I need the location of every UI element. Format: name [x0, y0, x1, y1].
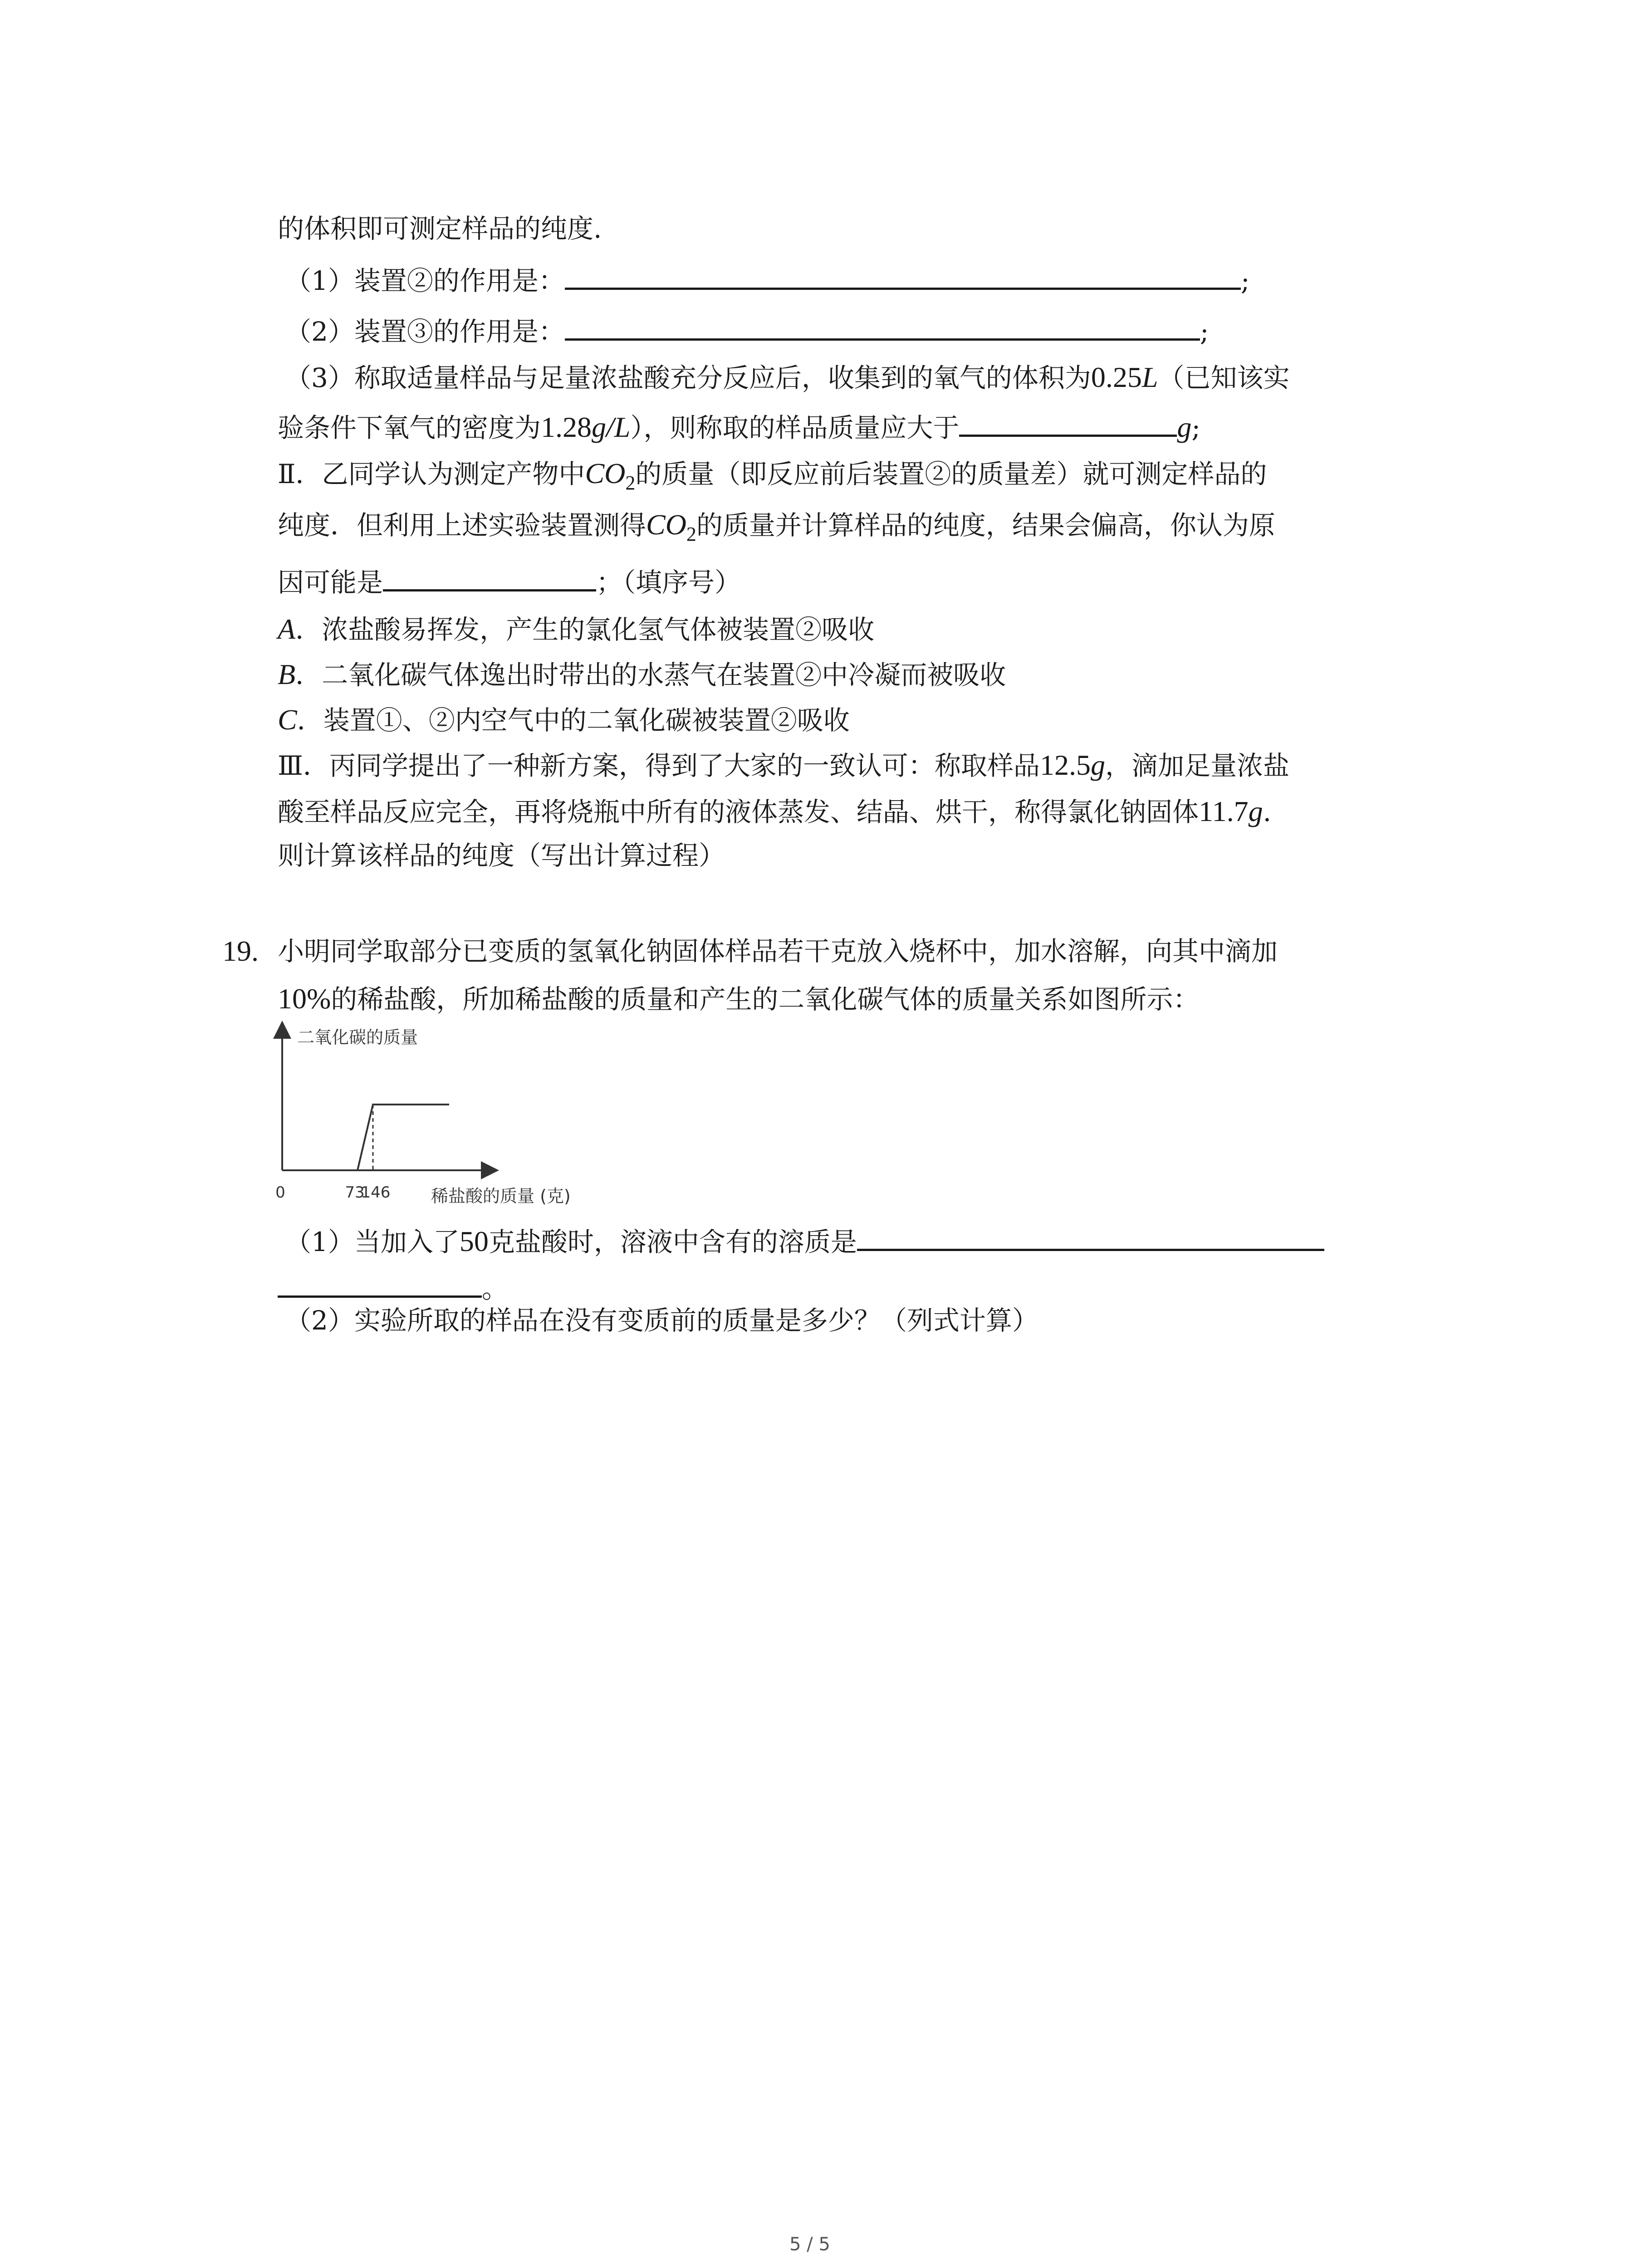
x-tick-label: 73: [345, 1183, 365, 1202]
question-19-line1: 小明同学取部分已变质的氢氧化钠固体样品若干克放入烧杯中，加水溶解，向其中滴加: [278, 936, 1278, 967]
co2-chart: [254, 1021, 617, 1211]
question-19-part1: （1）当加入了50克盐酸时，溶液中含有的溶质是: [285, 1227, 1324, 1256]
answer-blank-5[interactable]: [857, 1231, 1324, 1251]
part-ii-line2: 纯度．但利用上述实验装置测得$CO_2$的质量并计算样品的纯度，结果会偏高，你认为原: [278, 508, 1275, 545]
question-19-part2: （2）实验所取的样品在没有变质前的质量是多少？（列式计算）: [285, 1305, 1038, 1336]
question-number-19: 19.: [222, 935, 259, 967]
question-1: （1）装置②的作用是： ;: [285, 265, 1250, 296]
x-tick-label: 146: [361, 1183, 391, 1202]
part-ii-line1: Ⅱ．乙同学认为测定产物中$CO_2$的质量（即反应前后装置②的质量差）就可测定样品的: [278, 457, 1267, 494]
co2-series-line: [282, 1105, 449, 1170]
answer-blank-2[interactable]: [565, 320, 1200, 341]
part-ii-line3: 因可能是 ；（填序号）: [278, 567, 741, 598]
x-tick-label: 0: [275, 1183, 285, 1202]
question-3-line2: 验条件下氧气的密度为1.28g/L），则称取的样品质量应大于 g;: [278, 411, 1200, 443]
question-19-part1-cont: 。: [278, 1276, 508, 1302]
option-b: B．二氧化碳气体逸出时带出的水蒸气在装置②中冷凝而被吸收: [278, 658, 1006, 690]
answer-blank-6[interactable]: [278, 1277, 482, 1298]
option-a: A．浓盐酸易挥发，产生的氯化氢气体被装置②吸收: [278, 613, 875, 645]
part-iii-line3: 则计算该样品的纯度（写出计算过程）: [278, 840, 725, 871]
part-iii-line2: 酸至样品反应完全，再将烧瓶中所有的液体蒸发、结晶、烘干，称得氯化钠固体11.7g.: [278, 795, 1272, 827]
x-axis-label: 稀盐酸的质量 (克): [431, 1186, 571, 1206]
question-3-line1: （3）称取适量样品与足量浓盐酸充分反应后，收集到的氧气的体积为0.25L（已知该实: [285, 361, 1290, 393]
question-2: （2）装置③的作用是： ;: [285, 316, 1209, 347]
answer-blank-3[interactable]: [959, 416, 1177, 437]
line-intro: 的体积即可测定样品的纯度.: [278, 213, 602, 244]
y-axis-label: 二氧化碳的质量: [297, 1027, 418, 1047]
question-19-line2: 10%的稀盐酸，所加稀盐酸的质量和产生的二氧化碳气体的质量关系如图所示：: [278, 982, 1200, 1015]
part-iii-line1: Ⅲ．丙同学提出了一种新方案，得到了大家的一致认可：称取样品12.5g，滴加足量浓盐: [278, 749, 1289, 781]
answer-blank-1[interactable]: [565, 269, 1241, 290]
answer-blank-4[interactable]: [383, 571, 596, 591]
option-c: C．装置①、②内空气中的二氧化碳被装置②吸收: [278, 704, 850, 736]
page-number: 5 / 5: [789, 2234, 830, 2255]
